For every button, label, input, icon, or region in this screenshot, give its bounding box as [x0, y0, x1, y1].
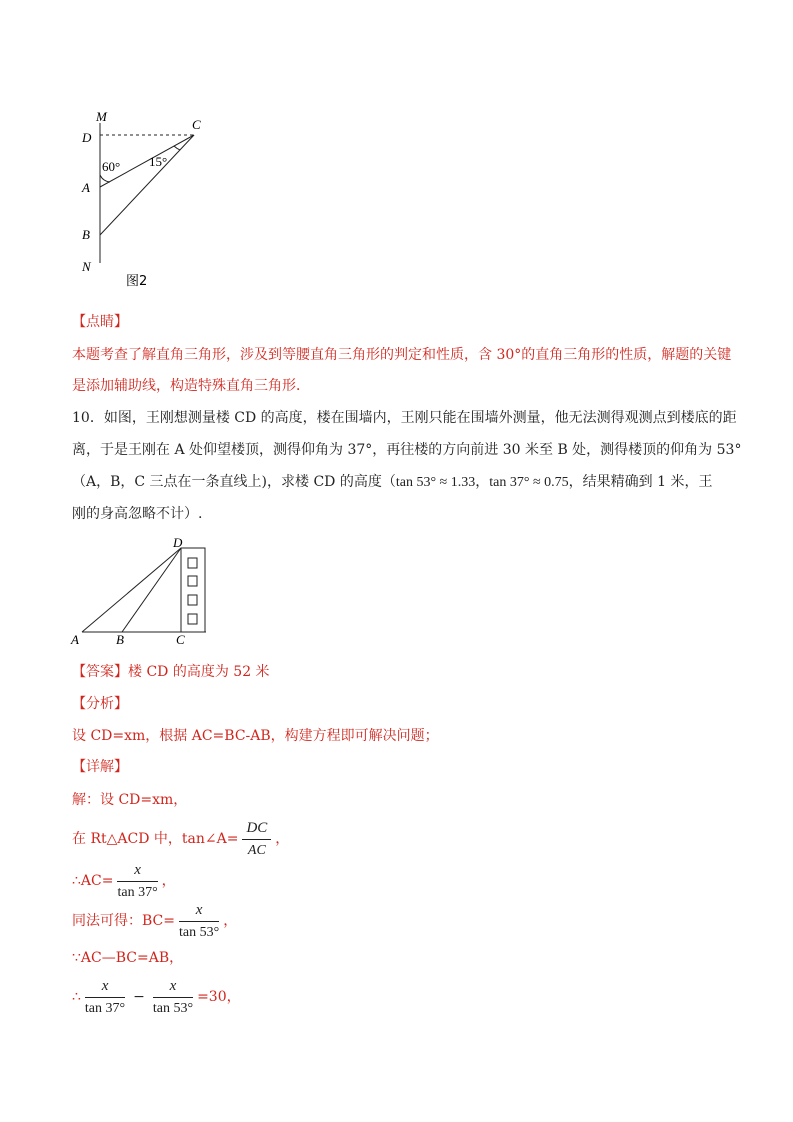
label-a: A	[82, 180, 90, 195]
dianjing-line-1: 本题考查了解直角三角形，涉及到等腰直角三角形的判定和性质，含 30°的直角三角形的性质，解题的关键	[72, 347, 732, 363]
label-b: B	[116, 632, 124, 647]
angle-arc-a	[100, 175, 110, 182]
label-c: C	[176, 632, 185, 647]
label-d: D	[82, 130, 92, 145]
tan37-approx: tan 37° ≈ 0.75	[489, 475, 569, 490]
detail-step-6	[72, 974, 732, 1020]
fraction-denominator: tan 37°	[117, 884, 158, 900]
label-a: A	[71, 632, 79, 647]
label-60-deg: 60°	[102, 159, 121, 174]
window-3	[188, 595, 197, 605]
label-15-deg: 15°	[149, 154, 168, 169]
figure-2	[70, 105, 230, 295]
question-10-line-3-b: ，	[475, 474, 490, 490]
step-4-prefix: 同法可得：BC=	[72, 913, 175, 929]
fraction-denominator: tan 53°	[152, 1000, 194, 1016]
fraction-denominator: tan 37°	[84, 1000, 126, 1016]
figure-building	[66, 534, 226, 650]
question-10-line-3-a: （A，B，C 三点在一条直线上)，求楼 CD 的高度（	[72, 474, 396, 490]
fraction-numerator: x	[153, 976, 193, 998]
fraction-x-over-tan37	[85, 976, 125, 1019]
answer	[72, 662, 732, 682]
step-4-suffix: ，	[223, 913, 238, 929]
analysis-label: 【分析】	[72, 696, 128, 712]
question-10-line-3-c: ，结果精确到 1 米，王	[568, 474, 713, 490]
step-6-suffix: =30，	[197, 989, 241, 1005]
dianjing-heading: 【点睛】	[72, 314, 128, 330]
angle-arc-c	[174, 146, 180, 150]
answer-text: 楼 CD 的高度为 52 米	[128, 664, 270, 680]
fraction-numerator: x	[117, 860, 157, 882]
fraction-denominator: tan 53°	[179, 924, 220, 940]
fraction-denominator: AC	[247, 842, 266, 858]
detail-step-1: 解：设 CD=xm，	[72, 792, 188, 808]
detail-step-5: ∵AC—BC=AB，	[72, 950, 184, 966]
tan53-approx: tan 53° ≈ 1.33	[395, 475, 476, 490]
detail-label: 【详解】	[72, 759, 128, 775]
step-6-prefix: ∴	[72, 989, 81, 1005]
building-cd	[181, 548, 205, 632]
question-10-line-3	[72, 472, 732, 493]
fraction-x-over-tan37	[117, 860, 157, 903]
figure-caption: 图2	[126, 274, 148, 289]
fraction-x-over-tan53	[153, 976, 193, 1019]
analysis-text: 设 CD=xm，根据 AC=BC-AB，构建方程即可解决问题；	[72, 728, 439, 744]
label-b: B	[82, 227, 90, 242]
fraction-dc-over-ac	[242, 818, 271, 861]
dianjing-line-2: 是添加辅助线，构造特殊直角三角形．	[72, 378, 310, 394]
label-c: C	[192, 117, 201, 132]
label-m: M	[96, 109, 107, 124]
step-3-prefix: ∴AC=	[72, 873, 114, 889]
detail-step-2	[72, 816, 732, 862]
window-1	[188, 558, 197, 568]
minus-sign: −	[133, 989, 145, 1005]
window-2	[188, 576, 197, 586]
segment-ad	[82, 548, 181, 632]
fraction-numerator: x	[85, 976, 125, 998]
answer-label: 【答案】	[72, 664, 128, 680]
question-10-line-4: 刚的身高忽略不计）.	[72, 506, 203, 522]
fraction-x-over-tan53	[179, 900, 219, 943]
step-2-prefix: 在 Rt△ACD 中，tan∠A=	[72, 831, 239, 847]
label-n: N	[82, 259, 91, 274]
fraction-numerator: DC	[242, 818, 271, 840]
step-3-suffix: ，	[161, 873, 176, 889]
detail-step-4	[72, 898, 732, 944]
question-10-line-2: 离，于是王刚在 A 处仰望楼顶，测得仰角为 37°，再往楼的方向前进 30 米至 B 处，测得楼顶的仰角为 53°	[72, 442, 742, 458]
fraction-numerator: x	[179, 900, 219, 922]
step-2-suffix: ，	[275, 831, 290, 847]
window-4	[188, 614, 197, 624]
label-d: D	[173, 535, 183, 550]
question-10-line-1: 10．如图，王刚想测量楼 CD 的高度，楼在围墙内，王刚只能在围墙外测量，他无法测得观测点到楼底的距	[72, 410, 737, 426]
